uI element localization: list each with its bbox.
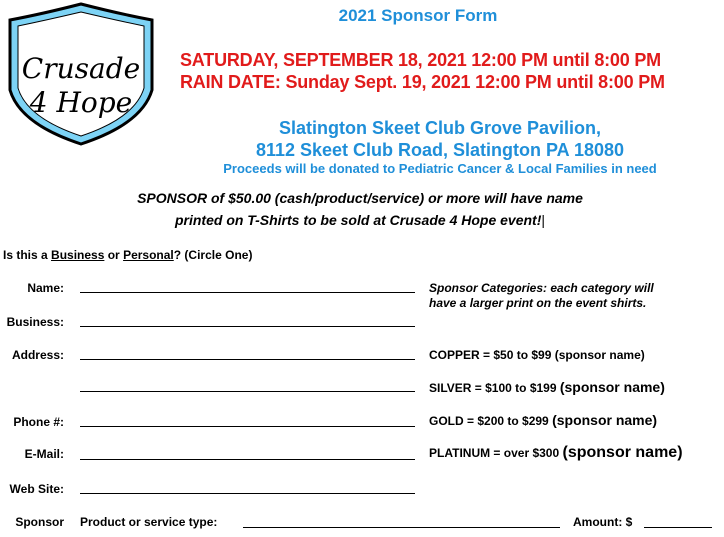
website-label: Web Site:: [9, 482, 64, 496]
venue-line-2: 8112 Skeet Club Road, Slatington PA 18080: [255, 140, 625, 160]
business-option[interactable]: Business: [51, 248, 105, 262]
sponsor-label: Sponsor: [15, 515, 64, 529]
logo-text-line1: Crusade: [21, 52, 141, 85]
address-field-line-1[interactable]: [80, 359, 415, 360]
phone-field[interactable]: [80, 426, 415, 427]
categories-intro: Sponsor Categories: each category will have a larger print on the event shirts.: [429, 281, 654, 310]
logo-text-line2: 4 Hope: [29, 86, 133, 119]
business-label: Business:: [6, 315, 64, 329]
phone-label: Phone #:: [13, 415, 64, 429]
venue-line-1: Slatington Skeet Club Grove Pavilion,: [278, 118, 602, 138]
personal-option[interactable]: Personal: [123, 248, 174, 262]
address-field-line-2[interactable]: [80, 391, 415, 392]
email-label: E-Mail:: [24, 447, 64, 461]
name-field[interactable]: [80, 292, 415, 293]
proceeds-note: Proceeds will be donated to Pediatric Cancer & Local Families in need: [223, 161, 657, 176]
rain-date: RAIN DATE: Sunday Sept. 19, 2021 12:00 PM until 8:00 PM: [180, 72, 665, 92]
business-or-personal-question: Is this a Business or Personal? (Circle One): [3, 248, 253, 262]
address-label: Address:: [11, 348, 64, 362]
category-copper: COPPER = $50 to $99 (sponsor name): [429, 348, 645, 362]
sponsor-note-line-1: SPONSOR of $50.00 (cash/product/service) or more will have name: [137, 190, 583, 206]
product-type-field[interactable]: [243, 527, 560, 528]
category-silver: SILVER = $100 to $199 (sponsor name): [429, 379, 665, 395]
shield-icon: [2, 2, 160, 147]
email-field[interactable]: [80, 459, 415, 460]
business-field[interactable]: [80, 326, 415, 327]
name-label: Name:: [27, 281, 64, 295]
amount-field[interactable]: [644, 527, 712, 528]
website-field[interactable]: [80, 493, 415, 494]
category-gold: GOLD = $200 to $299 (sponsor name): [429, 412, 658, 428]
product-type-label: Product or service type:: [80, 515, 218, 529]
crusade-4-hope-logo: [2, 2, 160, 147]
sponsor-note-line-2: printed on T-Shirts to be sold at Crusade 4 Hope event!|: [174, 212, 546, 228]
event-date: SATURDAY, SEPTEMBER 18, 2021 12:00 PM until 8:00 PM: [180, 50, 661, 70]
category-platinum: PLATINUM = over $300 (sponsor name): [429, 444, 683, 461]
form-title: 2021 Sponsor Form: [338, 6, 498, 25]
amount-label: Amount: $: [573, 515, 633, 529]
